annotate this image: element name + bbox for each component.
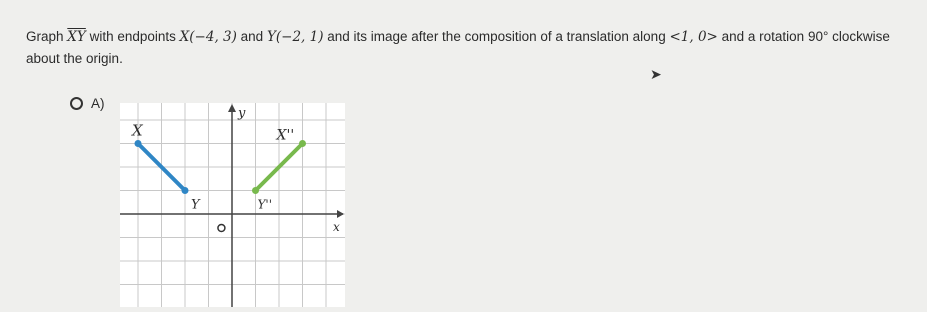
segment-name: $\overline{XY}$ (67, 29, 86, 45)
question-text (26, 26, 916, 70)
question-endpoints-text: with endpoints (89, 29, 176, 44)
option-a-label: A) (91, 96, 105, 111)
image-start-point (299, 140, 306, 147)
question-tail: and a rotation 90° clockwise about the origin. (26, 29, 890, 66)
y-axis-label: y (238, 106, 246, 121)
question-joiner: and (240, 29, 264, 44)
original-start-point (135, 140, 142, 147)
point-y-label: Y (191, 197, 200, 213)
question-middle: and its image after the composition of a translation along (327, 29, 666, 44)
coordinate-graph (120, 103, 345, 307)
answer-option-a[interactable] (70, 96, 105, 111)
point-x-double-prime-label: X'' (276, 127, 295, 144)
x-axis-label: x (333, 220, 340, 234)
question-prefix: Graph (26, 29, 64, 44)
coordinate-plane (120, 103, 345, 307)
point-y-coords: Y(−2, 1) (266, 29, 324, 45)
point-x-label: X (132, 121, 143, 140)
translation-vector: <1, 0> (669, 29, 718, 45)
radio-button-a[interactable] (70, 97, 83, 110)
image-end-point (252, 187, 259, 194)
original-end-point (182, 187, 189, 194)
mouse-cursor-icon: ➤ (650, 66, 662, 82)
point-y-double-prime-label: Y'' (257, 197, 273, 212)
point-x-coords: X(−4, 3) (179, 29, 237, 45)
